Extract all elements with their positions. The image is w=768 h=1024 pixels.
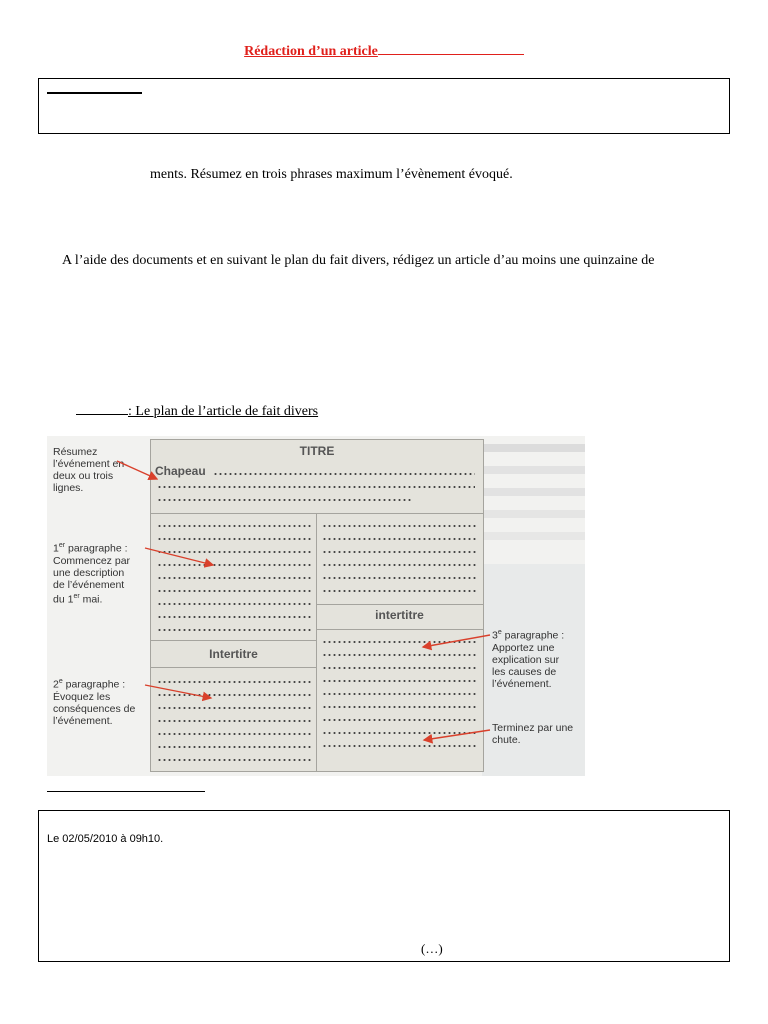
p1-last-post: mai. xyxy=(79,593,103,605)
p1-sup: er xyxy=(58,542,66,549)
annotation-line: de l’événement xyxy=(53,578,125,591)
p1-num: 1 xyxy=(53,542,59,555)
section-blank xyxy=(76,402,128,415)
p2-rest: paragraphe : xyxy=(62,678,126,691)
section-label-text: : Le plan de l’article de fait divers xyxy=(128,404,319,419)
instruction-line-1: ments. Résumez en trois phrases maximum l’évènement évoqué. xyxy=(150,167,513,182)
p2-num: 2 xyxy=(53,678,59,691)
article-plan-figure xyxy=(47,436,585,776)
annotation-line: une description xyxy=(53,566,125,579)
arrow-paragraph-2 xyxy=(145,685,211,698)
annotation-line: deux ou trois xyxy=(53,470,114,482)
p3-sup: e xyxy=(497,629,502,636)
answer-box-top xyxy=(38,78,730,134)
arrow-paragraph-1 xyxy=(145,548,213,565)
p1-rest: paragraphe : xyxy=(65,542,128,555)
p3-rest: paragraphe : xyxy=(501,629,565,642)
annotation-line: l’événement. xyxy=(53,714,113,727)
instruction-line-2: A l’aide des documents et en suivant le plan du fait divers, rédigez un article d’au moins une quinzaine de xyxy=(62,253,655,268)
annotation-arrows xyxy=(47,436,585,776)
sheet-chapeau-label: Chapeau xyxy=(155,464,206,478)
document-title xyxy=(0,43,768,60)
annotation-line: Résumez xyxy=(53,446,98,458)
arrow-resumez xyxy=(117,461,157,479)
annotation-line: lignes. xyxy=(53,482,84,494)
article-answer-box xyxy=(38,810,730,962)
annotation-line: Apportez une xyxy=(492,641,555,654)
p1-last-pre: du 1 xyxy=(53,593,74,605)
annotation-line: chute. xyxy=(492,734,521,746)
annotation-line: Commencez par xyxy=(53,554,131,567)
annotation-line: Terminez par une xyxy=(492,722,574,734)
arrow-chute xyxy=(424,730,490,740)
title-text: Rédaction d’un article xyxy=(244,44,378,59)
intertitre-right: intertitre xyxy=(375,608,424,622)
sheet-titre: TITRE xyxy=(299,444,335,458)
box-label-underline xyxy=(47,92,142,94)
annotation-line: l’événement en xyxy=(53,458,125,470)
section-label xyxy=(76,402,318,420)
arrow-paragraph-3 xyxy=(423,635,490,647)
p3-num: 3 xyxy=(492,629,498,642)
annotation-line: conséquences de xyxy=(53,702,136,715)
title-underline xyxy=(378,43,524,55)
annotation-line: Évoquez les xyxy=(53,690,111,703)
annotation-line: l’événement. xyxy=(492,677,552,690)
article-ellipsis: (…) xyxy=(421,941,443,956)
section-underline xyxy=(47,791,205,792)
intertitre-left: Intertitre xyxy=(209,647,258,661)
article-date: Le 02/05/2010 à 09h10. xyxy=(47,833,164,845)
p2-sup: e xyxy=(58,678,63,685)
annotation-line: les causes de xyxy=(492,665,557,678)
p1-last-sup: er xyxy=(73,592,80,600)
annotation-line: explication sur xyxy=(492,653,560,666)
